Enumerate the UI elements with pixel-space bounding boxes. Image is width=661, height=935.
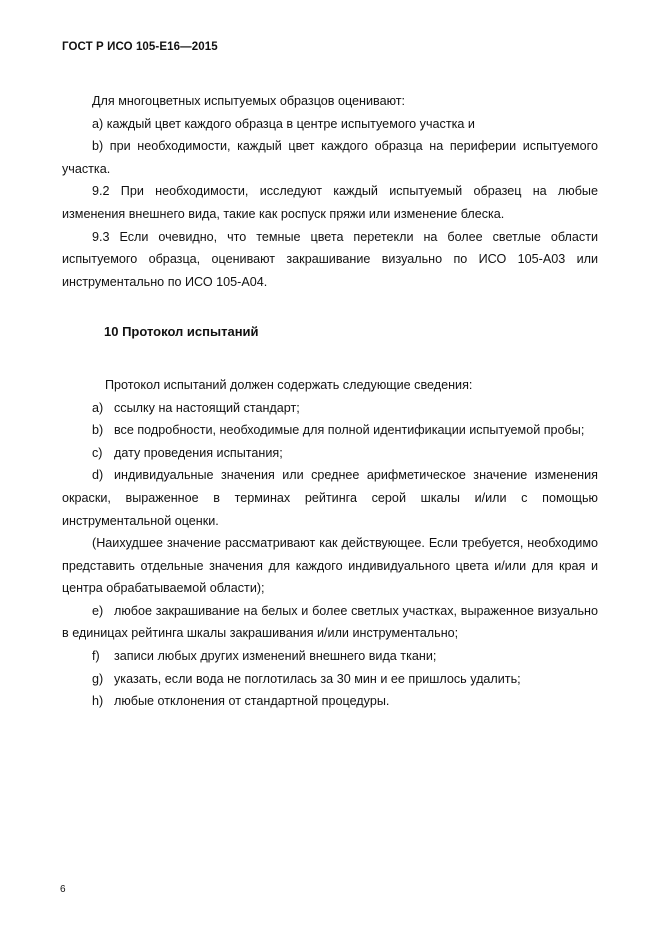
report-intro: Протокол испытаний должен содержать следующие сведения: xyxy=(105,377,473,392)
paragraph-9-2: 9.2 При необходимости, исследуют каждый испытуемый образец на любые изменения внешнего вида, такие как роспуск пряжи или изменение блеска. xyxy=(62,184,598,221)
item-text: дату проведения испытания; xyxy=(114,445,283,460)
item-label: g) xyxy=(92,671,104,686)
report-item-e xyxy=(62,600,598,645)
multicolor-intro: Для многоцветных испытуемых образцов оценивают: xyxy=(92,94,406,108)
section-heading-test-report: 10 Протокол испытаний xyxy=(104,324,259,340)
report-item-d-note xyxy=(62,532,598,600)
item-label: c) xyxy=(92,445,103,460)
item-text: любое закрашивание на белых и более светлых участках, выраженное визуально в единицах рейтинга шкалы закрашивания и/или инструментально; xyxy=(62,603,598,641)
report-item-f xyxy=(62,645,598,668)
page-number: 6 xyxy=(60,884,66,895)
item-text: индивидуальные значения или среднее арифметическое значение изменения окраски, выраженное в терминах рейтинга серой шкалы и/или с помощью инструментальной оценки. xyxy=(62,468,598,528)
item-label: d) xyxy=(92,468,104,483)
report-item-c xyxy=(62,442,598,465)
report-item-g xyxy=(62,668,598,691)
list-item-b-periphery: b) при необходимости, каждый цвет каждого образца на периферии испытуемого участка. xyxy=(62,139,598,176)
item-label: b) xyxy=(92,423,104,438)
report-item-a xyxy=(62,397,598,420)
item-label: h) xyxy=(92,694,104,709)
document-body xyxy=(62,90,598,713)
item-text: (Наихудшее значение рассматривают как действующее. Если требуется, необходимо представить отдельные значения для каждого индивидуального цвета и/или для края и центра обрабатываемой области); xyxy=(62,536,598,596)
document-code-header: ГОСТ Р ИСО 105-E16—2015 xyxy=(62,41,218,53)
item-text: указать, если вода не поглотилась за 30 мин и ее пришлось удалить; xyxy=(114,671,521,686)
report-item-b xyxy=(62,419,598,442)
report-item-d xyxy=(62,464,598,532)
list-item-a-center: a) каждый цвет каждого образца в центре испытуемого участка и xyxy=(92,116,475,131)
item-text: ссылку на настоящий стандарт; xyxy=(114,400,300,415)
item-label: e) xyxy=(92,603,104,618)
item-label: f) xyxy=(92,649,100,664)
item-text: записи любых других изменений внешнего вида ткани; xyxy=(114,649,437,664)
item-label: a) xyxy=(92,400,104,415)
report-item-h xyxy=(62,690,598,713)
item-text: любые отклонения от стандартной процедуры. xyxy=(114,694,390,709)
paragraph-9-3: 9.3 Если очевидно, что темные цвета перетекли на более светлые области испытуемого образца, оценивают закрашивание визуально по ИСО 105-A03 или инструментально по ИСО 105-A04. xyxy=(62,229,598,289)
item-text: все подробности, необходимые для полной идентификации испытуемой пробы; xyxy=(114,423,585,438)
